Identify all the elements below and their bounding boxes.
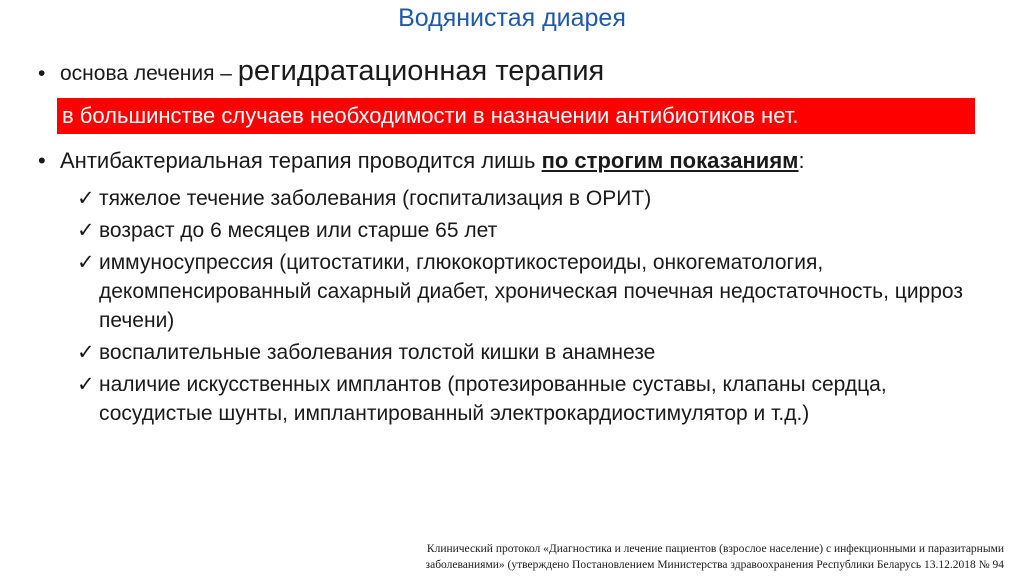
bullet-prefix: основа лечения – [60, 62, 238, 85]
checkmark-icon: ✓ [77, 373, 95, 396]
bullet-emphasis: по строгим показаниям [541, 148, 799, 173]
checkmark-icon: ✓ [77, 187, 95, 210]
list-item-text: тяжелое течение заболевания (госпитализация в ОРИТ) [99, 187, 652, 210]
bullet-treatment-basis [38, 55, 604, 88]
source-citation [340, 541, 1004, 573]
citation-line: Клинический протокол «Диагностика и лечение пациентов (взрослое население) с инфекционными и паразитарными [426, 543, 1004, 555]
indications-list [77, 184, 987, 431]
list-item [77, 216, 987, 245]
bullet-marker: • [38, 62, 46, 85]
list-item-text: наличие искусственных имплантов (протезированные суставы, клапаны сердца, сосудистые шунты, имплантированный электрокардиостимулятор и т.д.) [99, 373, 887, 425]
list-item [77, 338, 987, 367]
list-item [77, 248, 987, 335]
bullet-prefix: Антибактериальная терапия проводится лишь [60, 148, 542, 173]
checkmark-icon: ✓ [77, 219, 95, 242]
list-item-text: воспалительные заболевания толстой кишки в анамнезе [99, 341, 656, 364]
bullet-marker: • [38, 148, 46, 173]
list-item-text: иммуносупрессия (цитостатики, глюкокортикостероиды, онкогематология, декомпенсированный сахарный диабет, хроническая почечная недостаточность, цирроз печени) [99, 251, 963, 332]
list-item [77, 370, 987, 428]
bullet-suffix: : [798, 148, 805, 173]
slide-title: Водянистая диарея [398, 4, 626, 32]
list-item-text: возраст до 6 месяцев или старше 65 лет [99, 219, 498, 242]
bullet-emphasis: регидратационная терапия [237, 55, 605, 87]
citation-line: заболеваниями» (утверждено Постановлением Министерства здравоохранения Республики Беларусь 13.12.2018 № 94 [425, 559, 1004, 571]
highlight-banner: в большинстве случаев необходимости в назначении антибиотиков нет. [57, 98, 975, 134]
bullet-antibacterial [38, 148, 805, 174]
checkmark-icon: ✓ [77, 341, 95, 364]
checkmark-icon: ✓ [77, 251, 95, 274]
list-item [77, 184, 987, 213]
